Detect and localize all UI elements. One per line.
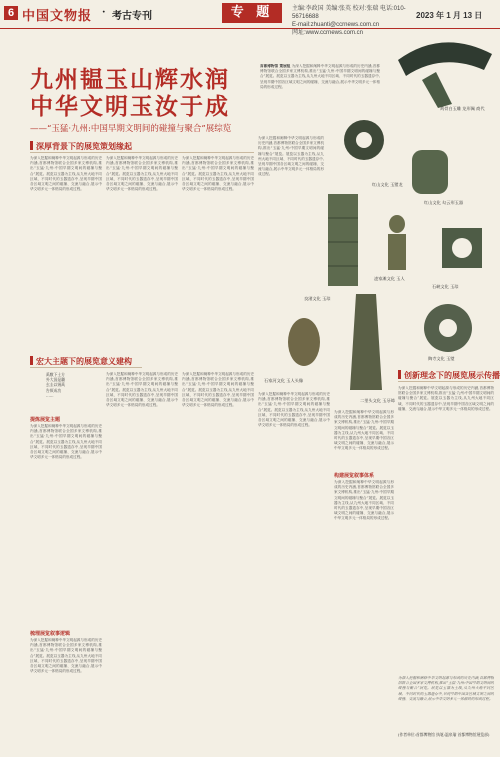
body-column-3: 为深入挖掘和阐释中华文明起源与形成的历史内涵,首都博物馆联合全国多家文博机构,推出“玉猛·九州:中国早期文明间的碰撞与聚合”展览。展览以玉器为主线,从九州大地不同区域、不同时代的玉器遗存中,呈现早期中国各区域文明之间的碰撞、交流与融合,展示中华文明多元一体格局的形成过程。 (182, 156, 254, 192)
section-marker (30, 356, 33, 365)
caption-9: 石家河文化 玉人头像 (264, 378, 304, 383)
jade-image-top (392, 30, 496, 110)
poem-line: 外大国是疆 (46, 377, 65, 383)
body-column-10: 为深入挖掘和阐释中华文明起源与形成的历史内涵,首都博物馆联合全国多家文博机构,推出“玉猛·九州:中国早期文明间的碰撞与聚合”展览。展览以玉器为主线,从九州大地不同区域、不同时代的玉器遗存中,呈现早期中国各区域文明之间的碰撞、交流与融合,展示中华文明多元一体格局的形成过程。 (334, 480, 394, 521)
jade-bi-image (420, 300, 476, 356)
body-column-9: 为深入挖掘和阐释中华文明起源与形成的历史内涵,首都博物馆联合全国多家文博机构,推出“玉猛·九州:中国早期文明间的碰撞与聚合”展览。展览以玉器为主线,从九州大地不同区域、不同时代的玉器遗存中,呈现早期中国各区域文明之间的碰撞、交流与融合,展示中华文明多元一体格局的形成过程。 (258, 392, 330, 428)
divider (30, 367, 142, 368)
jade-head-image (280, 312, 328, 378)
poem-line: 玄圭以锡禹 (46, 382, 65, 388)
body-column-2: 为深入挖掘和阐释中华文明起源与形成的历史内涵,首都博物馆联合全国多家文博机构,推出“玉猛·九州:中国早期文明间的碰撞与聚合”展览。展览以玉器为主线,从九州大地不同区域、不同时代的玉器遗存中,呈现早期中国各区域文明之间的碰撞、交流与融合,展示中华文明多元一体格局的形成过程。 (106, 156, 178, 192)
caption-7: 二里头文化 玉牙璋 (360, 398, 395, 403)
paper-name: 中国文物报 (22, 9, 93, 24)
poem-line: …… (46, 392, 54, 398)
poem-line: 禹敷下土方 (46, 372, 65, 377)
footnote: (作者单位:首都博物馆 执笔:温泉瑜 首都博物馆展览部) (398, 732, 490, 737)
caption-8: 陶寺文化 玉璧 (428, 356, 455, 361)
jade-cong-image (318, 190, 368, 290)
body-column-11: 为深入挖掘和阐释中华文明起源与形成的历史内涵,首都博物馆联合全国多家文博机构,推出“玉猛·九州:中国早期文明间的碰撞与聚合”展览。展览以玉器为主线,从九州大地不同区域、不同时代的玉器遗存中,呈现早期中国各区域文明之间的碰撞、交流与融合,展示中华文明多元一体格局的形成过程。 (398, 386, 494, 411)
page-number: 6 (4, 6, 18, 20)
jade-pig-dragon-image (330, 108, 398, 178)
issue-date: 2023 年 1 月 13 日 (416, 11, 483, 20)
caption-4: 良渚文化 玉琮 (304, 296, 331, 301)
topic-badge: 专 题 (222, 3, 282, 23)
editor-info-line1: 主编:李政国 美编:张英 校对:张瑞 电话:010-56716688 (292, 6, 406, 20)
closing-paragraph: 为深入挖掘和阐释中华文明起源与形成的历史内涵,首都博物馆联合全国多家文博机构,推出“玉猛·九州:中国早期文明间的碰撞与聚合”展览。展览以玉器为主线,从九州大地不同区域、不同时代的玉器遗存中,呈现早期中国各区域文明之间的碰撞、交流与融合,展示中华文明多元一体格局的形成过程。 (398, 676, 494, 701)
body-column-7: 为深入挖掘和阐释中华文明起源与形成的历史内涵,首都博物馆联合全国多家文博机构,推出“玉猛·九州:中国早期文明间的碰撞与聚合”展览。展览以玉器为主线,从九州大地不同区域、不同时代的玉器遗存中,呈现早期中国各区域文明之间的碰撞、交流与融合,展示中华文明多元一体格局的形成过程。 (106, 372, 178, 408)
editor-info-line3: 网址:www.ccrnews.com.cn (292, 30, 364, 36)
intro-body: 为深入挖掘和阐释中华文明起源与形成的历史内涵,首都博物馆联合全国多家文博机构,推出“玉猛·九州:中国早期文明间的碰撞与聚合”展览。展览以玉器为主线,从九州大地不同区域、不同时代的玉器遗存中,呈现早期中国各区域文明之间的碰撞、交流与融合,展示中华文明多元一体格局的形成过程。 (260, 64, 380, 89)
body-column-4: 为深入挖掘和阐释中华文明起源与形成的历史内涵,首都博物馆联合全国多家文博机构,推出“玉猛·九州:中国早期文明间的碰撞与聚合”展览。展览以玉器为主线,从九州大地不同区域、不同时代的玉器遗存中,呈现早期中国各区域文明之间的碰撞、交流与融合,展示中华文明多元一体格局的形成过程。 (258, 136, 324, 177)
section-heading-3: 创新理念下的展览展示传播 (404, 370, 500, 380)
caption-6: 石峡文化 玉琮 (432, 284, 459, 289)
title-line-2: 中华文明玉汝于成 (30, 93, 230, 120)
article-title (30, 66, 230, 120)
section-name: 考古专刊 (112, 11, 152, 22)
section-heading-1: 深厚背景下的展览策划缘起 (36, 141, 132, 151)
section-marker (398, 370, 401, 379)
sub-heading-2: 梳理展览叙事逻辑 (30, 631, 71, 637)
body-column-10a: 为深入挖掘和阐释中华文明起源与形成的历史内涵,首都博物馆联合全国多家文博机构,推出“玉猛·九州:中国早期文明间的碰撞与聚合”展览。展览以玉器为主线,从九州大地不同区域、不同时代的玉器遗存中,呈现早期中国各区域文明之间的碰撞、交流与融合,展示中华文明多元一体格局的形成过程。 (334, 410, 394, 451)
body-column-6: 为深入挖掘和阐释中华文明起源与形成的历史内涵,首都博物馆联合全国多家文博机构,推出“玉猛·九州:中国早期文明间的碰撞与聚合”展览。展览以玉器为主线,从九州大地不同区域、不同时代的玉器遗存中,呈现早期中国各区域文明之间的碰撞、交流与融合,展示中华文明多元一体格局的形成过程。 (30, 638, 102, 674)
caption-1: 鸡骨白玉雕 龙形佩 商代 (440, 106, 485, 111)
header-separator: · (102, 7, 106, 18)
caption-2: 红山文化 玉猪龙 (372, 182, 403, 187)
editor-info-line2: E-mail:zhuanti@ccrnews.com.cn (292, 22, 380, 28)
jade-yazhang-image (336, 290, 396, 400)
sub-heading-3: 构建展览叙事体系 (334, 473, 375, 479)
intro-author: 首都博物馆 策展组 (260, 64, 291, 68)
jade-cloud-image (406, 144, 454, 200)
sub-heading-1: 提炼展览主题 (30, 417, 61, 423)
section-heading-2: 宏大主题下的展览意义建构 (36, 356, 132, 366)
poem-line: 告厥成功 (46, 387, 62, 393)
article-subtitle: ——“玉猛·九州:中国早期文明间的碰撞与聚合”展综览 (30, 124, 232, 134)
body-column-5: 为深入挖掘和阐释中华文明起源与形成的历史内涵,首都博物馆联合全国多家文博机构,推出“玉猛·九州:中国早期文明间的碰撞与聚合”展览。展览以玉器为主线,从九州大地不同区域、不同时代的玉器遗存中,呈现早期中国各区域文明之间的碰撞、交流与融合,展示中华文明多元一体格局的形成过程。 (30, 424, 102, 460)
caption-3: 红山文化 勾云形玉器 (424, 200, 464, 205)
body-column-1: 为深入挖掘和阐释中华文明起源与形成的历史内涵,首都博物馆联合全国多家文博机构,推出“玉猛·九州:中国早期文明间的碰撞与聚合”展览。展览以玉器为主线,从九州大地不同区域、不同时代的玉器遗存中,呈现早期中国各区域文明之间的碰撞、交流与融合,展示中华文明多元一体格局的形成过程。 (30, 156, 102, 192)
caption-5: 凌家滩文化 玉人 (374, 276, 405, 281)
section-marker (30, 141, 33, 150)
divider (398, 381, 494, 382)
jade-figure-image (380, 214, 414, 274)
divider (30, 152, 254, 153)
body-column-8: 为深入挖掘和阐释中华文明起源与形成的历史内涵,首都博物馆联合全国多家文博机构,推出“玉猛·九州:中国早期文明间的碰撞与聚合”展览。展览以玉器为主线,从九州大地不同区域、不同时代的玉器遗存中,呈现早期中国各区域文明之间的碰撞、交流与融合,展示中华文明多元一体格局的形成过程。 (182, 372, 254, 408)
title-line-1: 九州韫玉山辉水润 (30, 66, 230, 93)
jade-cong-small-image (430, 218, 494, 282)
